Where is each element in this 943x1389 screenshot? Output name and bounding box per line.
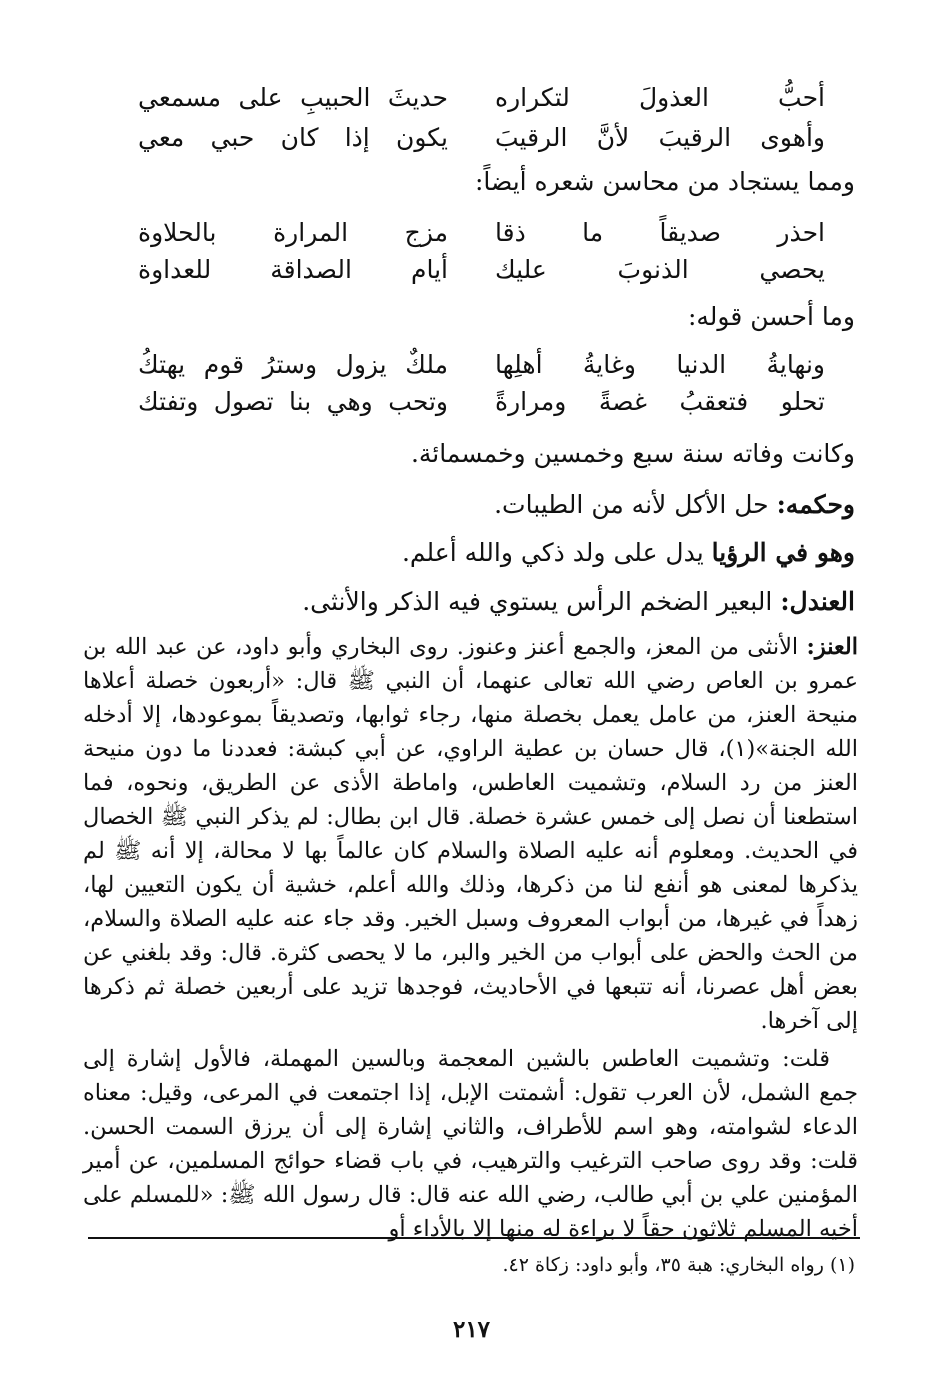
dream-text: يدل على ولد ذكي والله أعلم. <box>401 538 704 567</box>
dream-line <box>402 533 855 573</box>
page-number: ٢١٧ <box>452 1316 491 1343</box>
poem3-line2-second-hemistich: وتحب وهي بنا تصول وتفتك <box>138 387 448 416</box>
andal-label: العندل: <box>780 587 855 616</box>
poem2-line2-second-hemistich: أيام الصداقة للعداوة <box>138 255 448 284</box>
footnote-divider <box>88 1237 860 1239</box>
poem3-line2-first-hemistich: تحلو فتعقبُ غصةً ومرارةً <box>495 387 825 416</box>
poem3-line1-second-hemistich: ملكٌ يزول وسترُ قوم يهتكُ <box>138 350 448 379</box>
anz-label: العنز: <box>806 634 859 660</box>
poem3-line1-first-hemistich: ونهايةُ الدنيا وغايةُ أهلِها <box>495 350 825 379</box>
poem1-line1-first-hemistich: أحبُّ العذولَ لتكراره <box>495 83 825 112</box>
anz-paragraph <box>83 630 858 1038</box>
poem1-line2-first-hemistich: وأهوى الرقيبَ لأنَّ الرقيبَ <box>495 123 825 152</box>
ruling-line <box>494 485 855 525</box>
ruling-label: وحكمه: <box>776 490 855 519</box>
intro-poem3: وما أحسن قوله: <box>687 302 855 331</box>
andal-text: البعير الضخم الرأس يستوي فيه الذكر والأنثى. <box>302 587 773 616</box>
footnote: (١) رواه البخاري: هبة ٣٥، وأبو داود: زكاة ٤٢. <box>502 1254 855 1276</box>
poem2-line2-first-hemistich: يحصي الذنوبَ عليك <box>495 255 825 284</box>
andal-line <box>302 582 855 622</box>
anz-text: الأنثى من المعز، والجمع أعنز وعنوز. روى البخاري وأبو داود، عن عبد الله بن عمرو بن العاص رضي الله تعالى عنهما، أن النبي ﷺ قال: «أربعون خصلة أعلاها منيحة العنز، من عامل يعمل بخصلة منها، رجاء ثوابها، وتصديقاً بموعودها، إلا أدخله الله الجنة»(١)، قال حسان بن عطية الراوي، عن أبي كبشة: فعددنا ما دون منيحة العنز من رد السلام، وتشميت العاطس، واماطة الأذى عن الطريق، ونحوه، فما استطعنا أن نصل إلى خمس عشرة خصلة. قال ابن بطال: لم يذكر النبي ﷺ الخصال في الحديث. ومعلوم أنه عليه الصلاة والسلام كان عالماً بها لا محالة، إلا أنه ﷺ لم يذكرها لمعنى هو أنفع لنا من ذكرها، وذلك والله أعلم، خشية أن يكون التعيين لها، زهداً في غيرها، من أبواب المعروف وسبل الخير. وقد جاء عنه عليه الصلاة والسلام، من الحث والحض على أبواب من الخير والبر، ما لا يحصى كثرة. قال: وقد بلغني عن بعض أهل عصرنا، أنه تتبعها في الأحاديث، فوجدها تزيد على أربعين خصلة ثم ذكرها إلى آخرها. <box>83 634 858 1034</box>
qultu-paragraph: قلت: وتشميت العاطس بالشين المعجمة وبالسين المهملة، فالأول إشارة إلى جمع الشمل، لأن العرب تقول: أشمتت الإبل، إذا اجتمعت في المرعى، وقيل: معناه الدعاء لشوامته، وهو اسم للأطراف، والثاني إشارة إلى أن يرزق السمت الحسن. قلت: وقد روى صاحب الترغيب والترهيب، في باب قضاء حوائج المسلمين، عن أمير المؤمنين علي بن أبي طالب، رضي الله عنه قال: قال رسول الله ﷺ: «للمسلم على أخيه المسلم ثلاثون حقاً لا براءة له منها إلا بالأداء أو <box>83 1046 858 1242</box>
poem1-line2-second-hemistich: يكون إذا كان حبي معي <box>138 123 448 152</box>
death-date-line: وكانت وفاته سنة سبع وخمسين وخمسمائة. <box>410 439 855 468</box>
poem2-line1-first-hemistich: احذر صديقاً ما ذقا <box>495 218 825 247</box>
poem2-line1-second-hemistich: مزج المرارة بالحلاوة <box>138 218 448 247</box>
ruling-text: حل الأكل لأنه من الطيبات. <box>494 490 769 519</box>
intro-poem2: ومما يستجاد من محاسن شعره أيضاً: <box>474 167 855 196</box>
poem1-line1-second-hemistich: حديثَ الحبيبِ على مسمعي <box>138 83 448 112</box>
dream-label: وهو في الرؤيا <box>711 538 855 567</box>
